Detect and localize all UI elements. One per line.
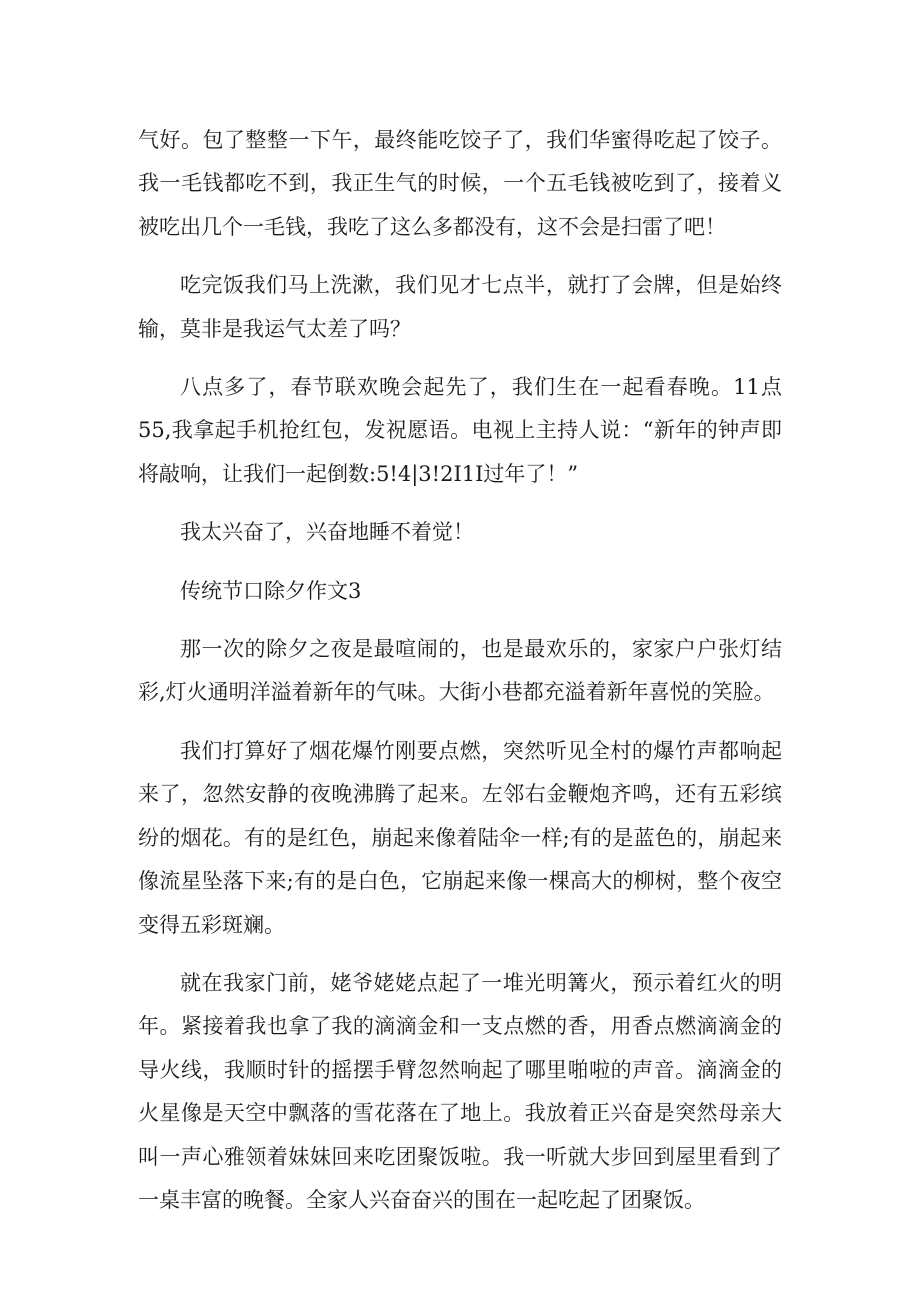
paragraph-7: 就在我家门前，姥爷姥姥点起了一堆光明篝火，预示着红火的明年。紧接着我也拿了我的滴滴金和一支点燃的香，用香点燃滴滴金的导火线，我顺时针的摇摆手臂忽然响起了哪里啪啦的声音。滴滴金的火星像是天空中飘落的雪花落在了地上。我放着正兴奋是突然母亲大叫一声心雅领着妹妹回来吃团聚饭啦。我一听就大步回到屋里看到了一桌丰富的晚餐。全家人兴奋奋兴的围在一起吃起了团聚饭。 [138,970,782,1212]
paragraph-5: 那一次的除夕之夜是最喧闹的，也是最欢乐的，家家户户张灯结彩,灯火通明洋溢着新年的气味。大街小巷都充溢着新年喜悦的笑脸。 [138,637,782,705]
paragraph-1: 气好。包了整整一下午，最终能吃饺子了，我们华蜜得吃起了饺子。我一毛钱都吃不到，我正生气的时候，一个五毛钱被吃到了，接着义被吃出几个一毛钱，我吃了这么多都没有，这不会是扫雷了吧！ [138,128,782,239]
paragraph-4: 我太兴奋了，兴奋地睡不着觉！ [180,520,474,545]
paragraph-3: 八点多了，春节联欢晚会起先了，我们生在一起看春晚。11点55,我拿起手机抢红包，发祝愿语。电视上主持人说：“新年的钟声即将敲响，让我们一起倒数:5!4|3!2I1I过年了！” [138,375,782,486]
paragraph-2: 吃完饭我们马上洗漱，我们见才七点半，就打了会牌，但是始终输，莫非是我运气太差了吗？ [138,273,782,341]
paragraph-6: 我们打算好了烟花爆竹刚要点燃，突然听见全村的爆竹声都响起来了，忽然安静的夜晚沸腾了起来。左邻右金鞭炮齐鸣，还有五彩缤纷的烟花。有的是红色，崩起来像着陆伞一样;有的是蓝色的，崩起来像流星坠落下来;有的是白色，它崩起来像一棵高大的柳树，整个夜空变得五彩斑斓。 [138,738,782,937]
document-body [138,119,782,1237]
section-heading: 传统节口除夕作文3 [180,578,362,603]
